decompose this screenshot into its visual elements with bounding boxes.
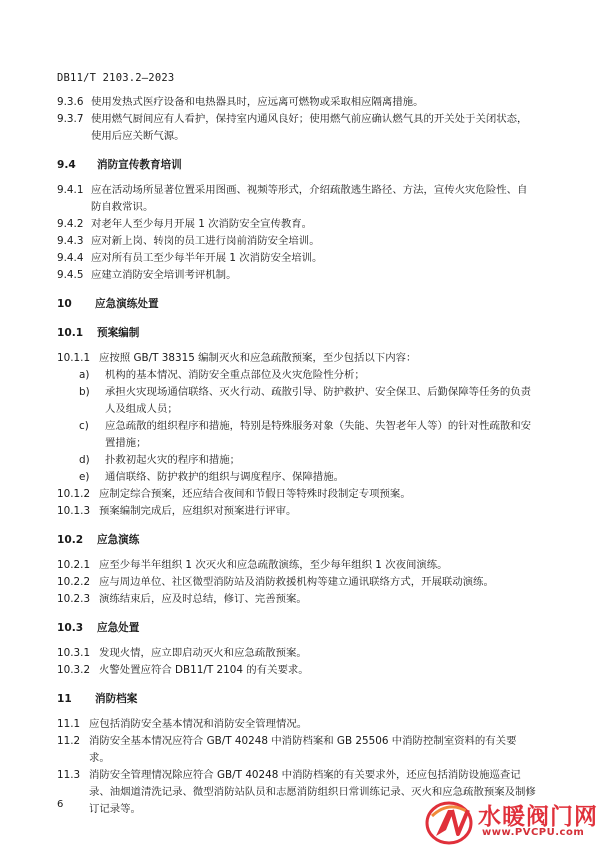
- list-item-text: 承担火灾现场通信联络、灭火行动、疏散引导、防护救护、安全保卫、后勤保障等任务的负责人及组成人员；: [105, 386, 532, 415]
- document-body: [57, 94, 537, 818]
- clause-10-2-3: [57, 591, 537, 608]
- watermark-url: www.PVCPU.com: [482, 827, 585, 838]
- clause-number: 10.2.3: [57, 593, 91, 605]
- clause-text: 演练结束后，应及时总结，修订、完善预案。: [99, 593, 307, 605]
- clause-number: 9.4.3: [57, 235, 84, 247]
- clause-9-4-3: [57, 233, 537, 250]
- list-item-marker: e): [79, 471, 90, 483]
- heading-title: 应急演练: [97, 534, 140, 546]
- list-item-text: 机构的基本情况、消防安全重点部位及火灾危险性分析；: [105, 369, 365, 381]
- watermark-title: 水暖阀门网: [478, 804, 598, 830]
- clause-9-4-1: [57, 182, 537, 216]
- heading-title: 应急演练处置: [95, 298, 159, 310]
- clause-text: 消防安全管理情况除应符合 GB/T 40248 中消防档案的有关要求外，还应包括消防设施巡查记录、油烟道清洗记录、微型消防站队员和志愿消防组织日常训练记录、灭火和应急疏散预案及制修订记录等。: [89, 769, 536, 815]
- list-item: [79, 469, 537, 486]
- clause-text: 应按照 GB/T 38315 编制灭火和应急疏散预案，至少包括以下内容：: [99, 352, 417, 364]
- clause-10-2-2: [57, 574, 537, 591]
- clause-number: 10.2.2: [57, 576, 91, 588]
- clause-9-4-2: [57, 216, 537, 233]
- clause-text: 火警处置应符合 DB11/T 2104 的有关要求。: [99, 664, 309, 676]
- clause-9-4-5: [57, 267, 537, 284]
- clause-text: 应至少每半年组织 1 次灭火和应急疏散演练，至少每年组织 1 次夜间演练。: [99, 559, 448, 571]
- page-number: 6: [57, 799, 64, 810]
- clause-number: 10.3.1: [57, 647, 91, 659]
- section-heading-10-2: [57, 532, 537, 549]
- clause-text: 应建立消防安全培训考评机制。: [91, 269, 237, 281]
- clause-number: 11.3: [57, 769, 81, 781]
- heading-title: 预案编制: [97, 327, 140, 339]
- heading-number: 10.1: [57, 327, 84, 339]
- clause-11-1: [57, 716, 537, 733]
- section-heading-10-3: [57, 620, 537, 637]
- standard-code-header: DB11/T 2103.2—2023: [57, 72, 175, 84]
- heading-number: 9.4: [57, 159, 76, 171]
- clause-10-3-2: [57, 662, 537, 679]
- clause-number: 9.4.2: [57, 218, 84, 230]
- clause-9-4-4: [57, 250, 537, 267]
- clause-text: 应与周边单位、社区微型消防站及消防救援机构等建立通讯联络方式，开展联动演练。: [99, 576, 494, 588]
- list-item: [79, 418, 537, 452]
- clause-10-1-1: [57, 350, 537, 367]
- clause-text: 应包括消防安全基本情况和消防安全管理情况。: [89, 718, 308, 730]
- clause-9-3-7: [57, 111, 537, 145]
- section-heading-11: [57, 691, 537, 708]
- clause-10-1-3: [57, 503, 537, 520]
- clause-number: 10.1.2: [57, 488, 91, 500]
- section-heading-10: [57, 296, 537, 313]
- clause-text: 应对新上岗、转岗的员工进行岗前消防安全培训。: [91, 235, 320, 247]
- clause-text: 发现火情，应立即启动灭火和应急疏散预案。: [99, 647, 307, 659]
- content-list: [57, 367, 537, 486]
- clause-number: 11.1: [57, 718, 81, 730]
- clause-number: 10.2.1: [57, 559, 91, 571]
- clause-number: 11.2: [57, 735, 81, 747]
- heading-number: 10.3: [57, 622, 84, 634]
- heading-title: 消防宣传教育培训: [97, 159, 182, 171]
- clause-number: 10.3.2: [57, 664, 91, 676]
- heading-number: 11: [57, 693, 72, 705]
- clause-number: 9.3.7: [57, 113, 84, 125]
- clause-number: 10.1.3: [57, 505, 91, 517]
- clause-number: 10.1.1: [57, 352, 91, 364]
- clause-number: 9.3.6: [57, 96, 84, 108]
- list-item-text: 通信联络、防护救护的组织与调度程序、保障措施。: [105, 471, 344, 483]
- section-heading-9-4: [57, 157, 537, 174]
- list-item-marker: d): [79, 454, 90, 466]
- heading-title: 应急处置: [97, 622, 140, 634]
- heading-number: 10: [57, 298, 72, 310]
- clause-text: 应制定综合预案，还应结合夜间和节假日等特殊时段制定专项预案。: [99, 488, 411, 500]
- list-item-marker: a): [79, 369, 90, 381]
- clause-text: 应对所有员工至少每半年开展 1 次消防安全培训。: [91, 252, 323, 264]
- clause-text: 消防安全基本情况应符合 GB/T 40248 中消防档案和 GB 25506 中消防控制室资料的有关要求。: [89, 735, 517, 764]
- list-item: [79, 452, 537, 469]
- list-item: [79, 367, 537, 384]
- clause-text: 对老年人至少每月开展 1 次消防安全宣传教育。: [91, 218, 313, 230]
- clause-10-2-1: [57, 557, 537, 574]
- clause-9-3-6: [57, 94, 537, 111]
- heading-number: 10.2: [57, 534, 84, 546]
- watermark-logo-icon: [422, 796, 478, 848]
- clause-number: 9.4.4: [57, 252, 84, 264]
- list-item-text: 应急疏散的组织程序和措施，特别是特殊服务对象（失能、失智老年人等）的针对性疏散和安置措施；: [105, 420, 532, 449]
- clause-11-2: [57, 733, 537, 767]
- list-item-marker: b): [79, 386, 90, 398]
- clause-number: 9.4.5: [57, 269, 84, 281]
- clause-text: 应在活动场所显著位置采用图画、视频等形式，介绍疏散逃生路径、方法，宣传火灾危险性、自防自救常识。: [91, 184, 528, 213]
- section-heading-10-1: [57, 325, 537, 342]
- clause-10-1-2: [57, 486, 537, 503]
- clause-text: 预案编制完成后，应组织对预案进行评审。: [99, 505, 297, 517]
- list-item: [79, 384, 537, 418]
- clause-text: 使用燃气厨间应有人看护，保持室内通风良好；使用燃气前应确认燃气具的开关处于关闭状态，使用后应关断气源。: [91, 113, 528, 142]
- heading-title: 消防档案: [95, 693, 138, 705]
- clause-number: 9.4.1: [57, 184, 84, 196]
- clause-text: 使用发热式医疗设备和电热器具时，应远离可燃物或采取相应隔离措施。: [91, 96, 424, 108]
- watermark: [422, 796, 600, 848]
- list-item-text: 扑救初起火灾的程序和措施；: [105, 454, 241, 466]
- clause-10-3-1: [57, 645, 537, 662]
- list-item-marker: c): [79, 420, 89, 432]
